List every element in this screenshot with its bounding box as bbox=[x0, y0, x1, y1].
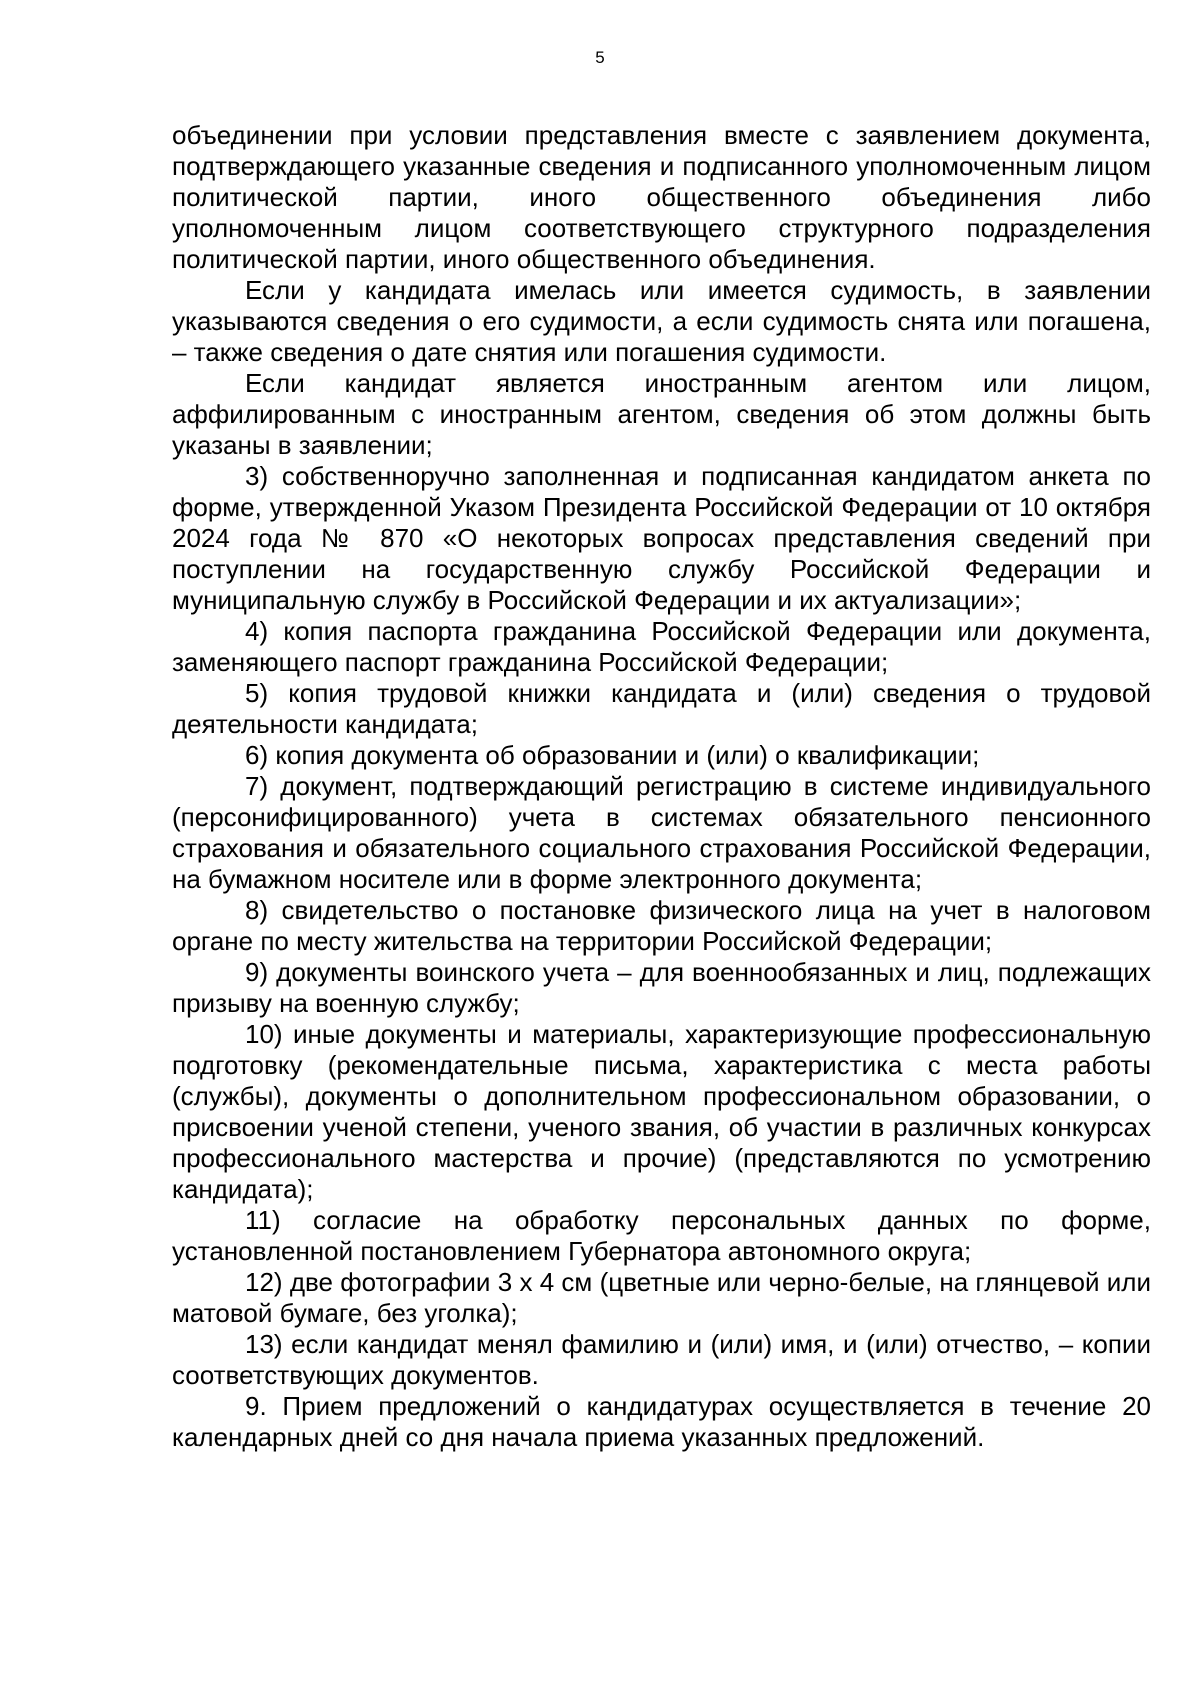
list-item-10: 10) иные документы и материалы, характеризующие профессиональную подготовку (рекомендательные письма, характеристика с места работы (службы), документы о дополнительном профессиональном образовании, о присвоении ученой степени, ученого звания, об участии в различных конкурсах профессионального мастерства и прочие) (представляются по усмотрению кандидата); bbox=[172, 1019, 1151, 1204]
page-number: 5 bbox=[595, 48, 605, 67]
list-item-3: 3) собственноручно заполненная и подписанная кандидатом анкета по форме, утвержденной Указом Президента Российской Федерации от 10 октября 2024 года № 870 «О некоторых вопросах представления сведений при поступлении на государственную службу Российской Федерации и муниципальную службу в Российской Федерации и их актуализации»; bbox=[172, 461, 1151, 615]
list-item-13: 13) если кандидат менял фамилию и (или) имя, и (или) отчество, – копии соответствующих документов. bbox=[172, 1329, 1151, 1390]
section-9-paragraph: 9. Прием предложений о кандидатурах осуществляется в течение 20 календарных дней со дня начала приема указанных предложений. bbox=[172, 1391, 1151, 1452]
list-item-7: 7) документ, подтверждающий регистрацию в системе индивидуального (персонифицированного) учета в системах обязательного пенсионного страхования и обязательного социального страхования Российской Федерации, на бумажном носителе или в форме электронного документа; bbox=[172, 771, 1151, 894]
list-item-4: 4) копия паспорта гражданина Российской Федерации или документа, заменяющего паспорт гражданина Российской Федерации; bbox=[172, 616, 1151, 677]
document-body bbox=[172, 120, 1151, 1453]
list-item-6: 6) копия документа об образовании и (или) о квалификации; bbox=[245, 740, 980, 770]
list-item-9: 9) документы воинского учета – для военнообязанных и лиц, подлежащих призыву на военную службу; bbox=[172, 957, 1151, 1018]
list-item-12: 12) две фотографии 3 х 4 см (цветные или черно-белые, на глянцевой или матовой бумаге, без уголка); bbox=[172, 1267, 1151, 1328]
paragraph-foreign-agent: Если кандидат является иностранным агентом или лицом, аффилированным с иностранным агентом, сведения об этом должны быть указаны в заявлении; bbox=[172, 368, 1151, 460]
list-item-11: 11) согласие на обработку персональных данных по форме, установленной постановлением Губернатора автономного округа; bbox=[172, 1205, 1151, 1266]
list-item-8: 8) свидетельство о постановке физического лица на учет в налоговом органе по месту жительства на территории Российской Федерации; bbox=[172, 895, 1151, 956]
list-item-5: 5) копия трудовой книжки кандидата и (или) сведения о трудовой деятельности кандидата; bbox=[172, 678, 1151, 739]
paragraph-continuation: объединении при условии представления вместе с заявлением документа, подтверждающего указанные сведения и подписанного уполномоченным лицом политической партии, иного общественного объединения либо уполномоченным лицом соответствующего структурного подразделения политической партии, иного общественного объединения. bbox=[172, 120, 1151, 274]
paragraph-criminal-record: Если у кандидата имелась или имеется судимость, в заявлении указываются сведения о его судимости, а если судимость снята или погашена, – также сведения о дате снятия или погашения судимости. bbox=[172, 275, 1151, 367]
